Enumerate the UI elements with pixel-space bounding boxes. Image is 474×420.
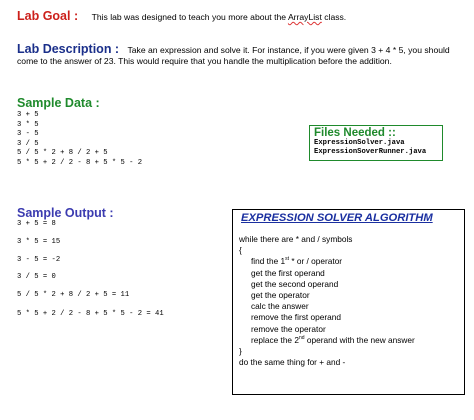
algorithm-step-find [239,256,458,267]
sample-data-line: 3 - 5 [17,130,39,139]
replace-text-post: operand with the new answer [304,334,415,345]
replace-text-pre: replace the 2 [251,334,299,345]
sample-output-line: 3 - 5 = -2 [17,256,61,264]
sample-data-line: 3 + 5 [17,111,39,119]
sample-data-line: 3 / 5 [17,139,39,148]
algorithm-step: get the first operand [251,267,325,278]
lab-description-title: Lab Description : [17,42,120,56]
algorithm-step: calc the answer [251,301,309,312]
lab-goal-text-post: class. [321,12,347,22]
sample-data-line: 5 * 5 + 2 / 2 - 8 + 5 * 5 - 2 [17,158,143,167]
algorithm-final-line: do the same thing for + and - [239,357,346,368]
lab-goal-text-pre: This lab was designed to teach you more about the [91,12,288,22]
file-name: ExpressionSolver.java [314,139,405,147]
lab-goal-section [17,7,346,25]
sample-data-line: 3 * 5 [17,120,39,129]
algorithm-step: get the second operand [251,278,339,289]
sample-data-title: Sample Data : [17,96,100,110]
algorithm-step: get the operator [251,290,310,301]
sample-output-line: 3 * 5 = 15 [17,238,61,246]
lab-description-section [17,44,457,67]
find-text-pre: find the 1 [251,256,286,267]
lab-description-text: Take an expression and solve it. For instance, if you were given 3 + 4 * 5, you should come to the answer of 23. This would require that you handle the multiplication before the addition. [17,45,450,66]
lab-goal-text [92,12,347,22]
algorithm-open-brace: { [239,245,242,256]
sample-data-section [17,96,142,169]
algorithm-title: EXPRESSION SOLVER ALGORITHM [241,212,433,224]
lab-goal-title: Lab Goal : [17,9,79,23]
files-needed-box [309,125,443,161]
algorithm-step-replace [239,335,458,346]
sample-data-line: 5 / 5 * 2 + 8 / 2 + 5 [17,149,108,158]
find-text-post: * or / operator [289,256,343,267]
algorithm-step: remove the operator [251,323,326,334]
sample-data-lines [17,111,142,169]
algorithm-step: remove the first operand [251,312,341,323]
arraylist-word: ArrayList [287,12,322,22]
algorithm-close-brace: } [239,346,242,357]
sample-output-section [17,206,114,220]
sample-output-line: 5 * 5 + 2 / 2 - 8 + 5 * 5 - 2 = 41 [17,310,164,318]
algorithm-while-line: while there are * and / symbols [239,234,353,244]
replace-text-sup: nd [298,335,305,342]
sample-output-line: 3 / 5 = 0 [17,273,56,281]
sample-output-line: 3 + 5 = 8 [17,220,56,228]
find-text-sup: st [285,256,290,263]
sample-output-title: Sample Output : [17,206,114,220]
algorithm-box [232,209,465,395]
sample-output-line: 5 / 5 * 2 + 8 / 2 + 5 = 11 [17,291,130,299]
files-needed-title: Files Needed :: [314,127,396,139]
file-name: ExpressionSoverRunner.java [314,148,427,157]
